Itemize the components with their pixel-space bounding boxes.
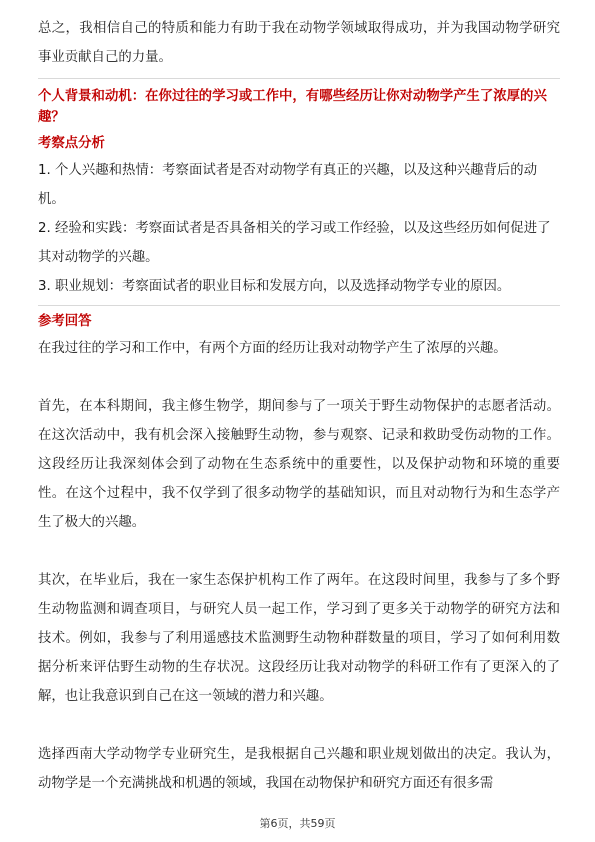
page-number-footer: 第6页，共59页 [259,817,336,830]
paragraph-spacer [38,711,560,740]
answer-paragraph-2: 首先，在本科期间，我主修生物学，期间参与了一项关于野生动物保护的志愿者活动。在这次活动中，我有机会深入接触野生动物，参与观察、记录和救助受伤动物的工作。这段经历让我深刻体会到了动物在生态系统中的重要性，以及保护动物和环境的重要性。在这个过程中，我不仅学到了很多动物学的基础知识，而且对动物行为和生态学产生了极大的兴趣。 [38,399,560,530]
answer-paragraph-1: 在我过往的学习和工作中，有两个方面的经历让我对动物学产生了浓厚的兴趣。 [38,341,507,356]
divider [38,78,560,79]
question-heading: 个人背景和动机：在你过往的学习或工作中，有哪些经历让你对动物学产生了浓厚的兴趣？ [38,89,547,125]
analysis-heading: 考察点分析 [38,136,105,151]
intro-paragraph: 总之，我相信自己的特质和能力有助于我在动物学领域取得成功，并为我国动物学研究事业贡献自己的力量。 [38,21,560,65]
divider [38,305,560,306]
answer-paragraph-3: 其次，在毕业后，我在一家生态保护机构工作了两年。在这段时间里，我参与了多个野生动物监测和调查项目，与研究人员一起工作，学习到了更多关于动物学的研究方法和技术。例如，我参与了利用遥感技术监测野生动物种群数量的项目，学习了如何利用数据分析来评估野生动物的生存状况。这段经历让我对动物学的科研工作有了更深入的了解，也让我意识到自己在这一领域的潜力和兴趣。 [38,573,560,704]
analysis-item-3: 3. 职业规划：考察面试者的职业目标和发展方向，以及选择动物学专业的原因。 [38,279,511,294]
analysis-item-2: 2. 经验和实践：考察面试者是否具备相关的学习或工作经验，以及这些经历如何促进了其对动物学的兴趣。 [38,221,551,265]
answer-paragraph-4: 选择西南大学动物学专业研究生，是我根据自己兴趣和职业规划做出的决定。我认为，动物学是一个充满挑战和机遇的领域，我国在动物保护和研究方面还有很多需 [38,747,560,791]
paragraph-spacer [38,537,560,566]
paragraph-spacer [38,363,560,392]
analysis-item-1: 1. 个人兴趣和热情：考察面试者是否对动物学有真正的兴趣，以及这种兴趣背后的动机。 [38,163,538,207]
answer-heading: 参考回答 [38,314,92,329]
document-page [38,14,560,798]
